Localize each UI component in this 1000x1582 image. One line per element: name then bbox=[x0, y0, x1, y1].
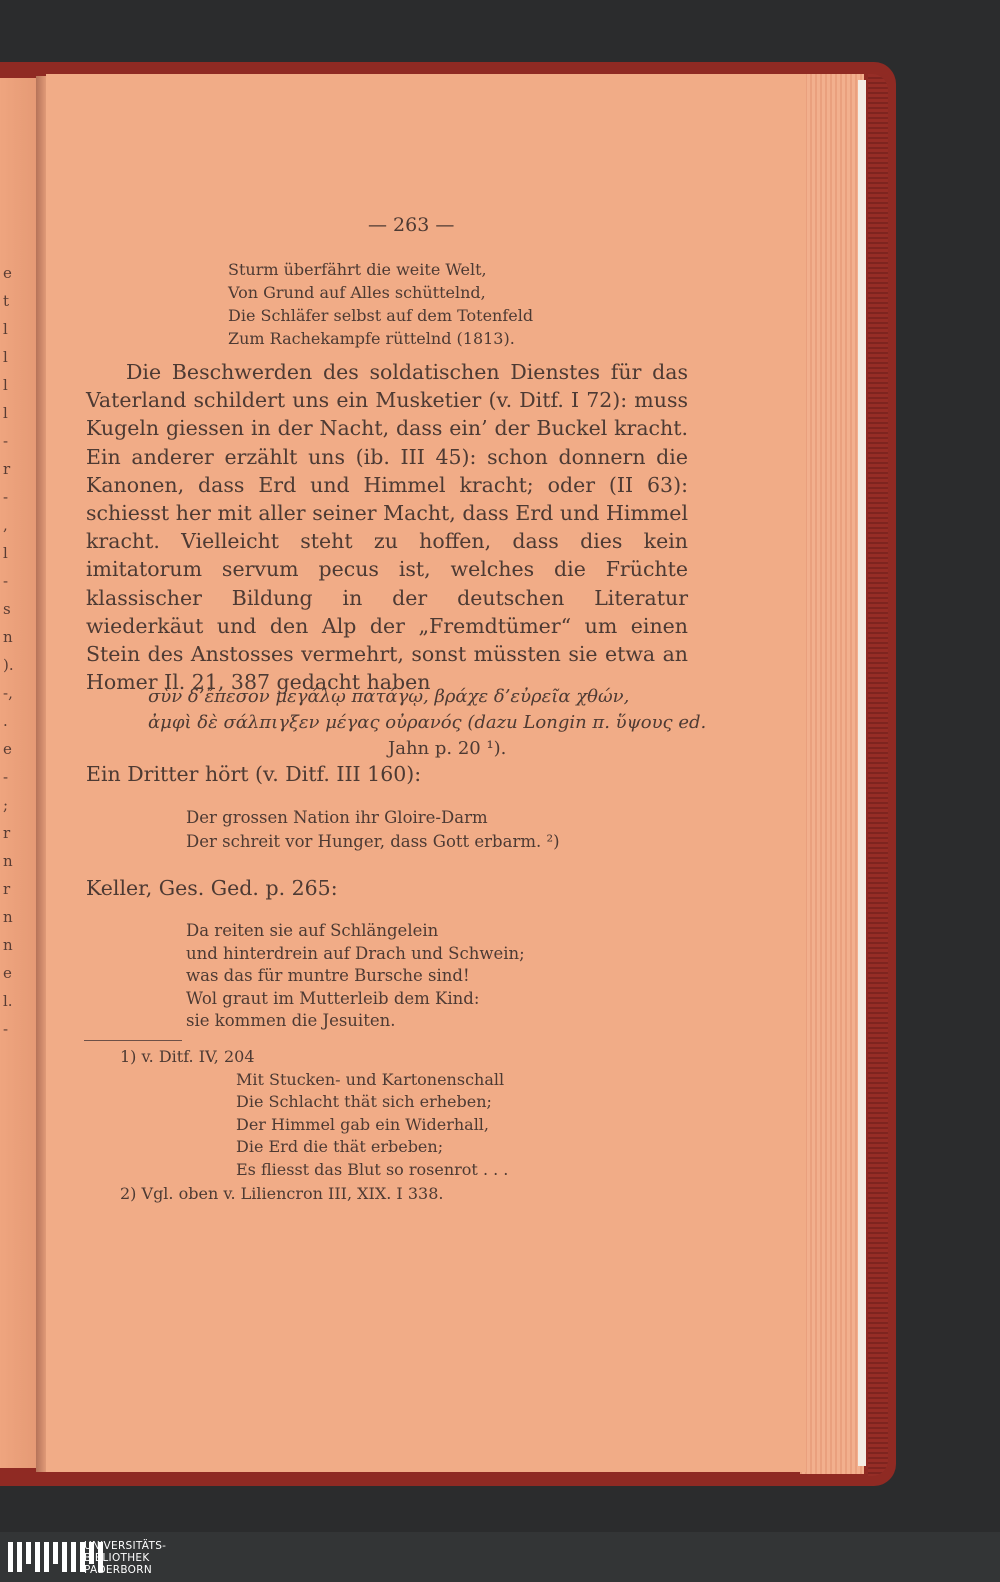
left-page-fragment-char: n bbox=[3, 908, 13, 926]
poem-stanza-1 bbox=[228, 258, 533, 350]
footnote-label: 1) v. Ditf. IV, 204 bbox=[120, 1047, 255, 1066]
left-page-fragment-char: l. bbox=[3, 992, 13, 1010]
footnote-line: Der Himmel gab ein Widerhall, bbox=[236, 1114, 490, 1134]
left-page-fragment-char: r bbox=[3, 460, 11, 478]
logo-line: UNIVERSITÄTS- bbox=[84, 1540, 167, 1552]
greek-line-reference: Jahn p. 20 ¹). bbox=[388, 738, 507, 759]
footnote-line: Die Schlacht thät sich erheben; bbox=[236, 1092, 492, 1111]
footnote-1 bbox=[120, 1046, 508, 1181]
poem-line: sie kommen die Jesuiten. bbox=[186, 1011, 396, 1030]
footnote-2: 2) Vgl. oben v. Liliencron III, XIX. I 338. bbox=[120, 1184, 444, 1203]
body-paragraph bbox=[86, 358, 688, 696]
library-footer bbox=[0, 1532, 1000, 1582]
left-page-fragment-char: n bbox=[3, 628, 13, 646]
logo-line: BIBLIOTHEK bbox=[84, 1552, 150, 1564]
left-page-fragment-char: e bbox=[3, 740, 12, 758]
book-page bbox=[46, 74, 806, 1472]
left-page-fragment-char: l bbox=[3, 544, 8, 562]
logo-line: PADERBORN bbox=[84, 1564, 152, 1576]
keller-intro: Keller, Ges. Ged. p. 265: bbox=[86, 876, 338, 900]
poem-line: und hinterdrein auf Drach und Schwein; bbox=[186, 943, 525, 963]
greek-line: ἀμφὶ δὲ σάλπιγξεν μέγας οὐρανός (dazu Longin π. ὕψους ed. bbox=[148, 712, 707, 733]
left-page-fragment-char: l bbox=[3, 320, 8, 338]
dritter-intro: Ein Dritter hört (v. Ditf. III 160): bbox=[86, 762, 422, 786]
poem-line: Die Schläfer selbst auf dem Totenfeld bbox=[228, 306, 534, 325]
left-page-fragment-char: e bbox=[3, 964, 12, 982]
library-logo-text bbox=[84, 1540, 166, 1576]
poem-line: Der grossen Nation ihr Gloire-Darm bbox=[186, 808, 488, 827]
greek-line: σὺν δ’ἔπεσον μεγάλῳ πατάγῳ, βράχε δ’εὐρεῖα χθών, bbox=[148, 686, 630, 707]
footnote-divider bbox=[84, 1040, 182, 1041]
poem-line: Da reiten sie auf Schlängelein bbox=[186, 921, 439, 940]
page-number: — 263 — bbox=[368, 214, 455, 236]
poem-line: Von Grund auf Alles schüttelnd, bbox=[228, 283, 486, 302]
poem-stanza-3 bbox=[186, 920, 525, 1033]
paragraph-text: Die Beschwerden des soldatischen Dienstes für das Vaterland schildert uns ein Musketier (v. Ditf. I 72): muss Kugeln giessen in der Nacht, dass ein’ der Buckel kracht. Ein anderer erzählt uns (ib. III 45): schon donnern die Kanonen, dass Erd und Himmel kracht; oder (II 63): schiesst her mit aller seiner Macht, dass Erd und Himmel kracht. Vielleicht steht zu hoffen, dass dies kein imitatorum servum pecus ist, welches die Früchte klassischer Bildung in der deutschen Literatur wiederkäut und den Alp der „Fremdtümer“ um einen Stein des Anstosses vermehrt, sonst müssten sie etwa an Homer Il. 21, 387 gedacht haben bbox=[86, 360, 688, 695]
left-page-fragment-char: - bbox=[3, 488, 9, 506]
left-page-fragment-char: r bbox=[3, 824, 11, 842]
left-page-fragment bbox=[0, 78, 36, 1468]
left-page-fragment-char: - bbox=[3, 1020, 9, 1038]
left-page-fragment-char: - bbox=[3, 572, 9, 590]
left-page-fragment-char: -, bbox=[3, 684, 13, 702]
left-page-fragment-char: l bbox=[3, 348, 8, 366]
poem-line: was das für muntre Bursche sind! bbox=[186, 966, 470, 985]
left-page-fragment-char: t bbox=[3, 292, 10, 310]
left-page-fragment-char: r bbox=[3, 880, 11, 898]
left-page-fragment-char: l bbox=[3, 404, 8, 422]
poem-line: Zum Rachekampfe rüttelnd (1813). bbox=[228, 329, 515, 348]
left-page-fragment-char: n bbox=[3, 852, 13, 870]
poem-line: Sturm überfährt die weite Welt, bbox=[228, 260, 487, 279]
left-page-fragment-char: n bbox=[3, 936, 13, 954]
footnote-line: Die Erd die thät erbeben; bbox=[236, 1137, 444, 1156]
footnote-line: Es fliesst das Blut so rosenrot . . . bbox=[236, 1159, 509, 1179]
left-page-fragment-char: s bbox=[3, 600, 11, 618]
left-page-fragment-char: - bbox=[3, 768, 9, 786]
footnote-line: Mit Stucken- und Kartonenschall bbox=[236, 1069, 505, 1089]
greek-quotation bbox=[148, 684, 706, 762]
left-page-fragment-char: , bbox=[3, 516, 8, 534]
left-page-fragment-char: . bbox=[3, 712, 8, 730]
page-edges bbox=[800, 74, 864, 1474]
poem-line: Wol graut im Mutterleib dem Kind: bbox=[186, 988, 480, 1008]
poem-stanza-2 bbox=[186, 806, 560, 853]
left-page-fragment-char: ; bbox=[3, 796, 9, 814]
left-page-fragment-char: l bbox=[3, 376, 8, 394]
poem-line: Der schreit vor Hunger, dass Gott erbarm. ²) bbox=[186, 831, 560, 851]
left-page-fragment-char: e bbox=[3, 264, 12, 282]
left-page-fragment-char: ). bbox=[3, 656, 14, 674]
left-page-fragment-char: - bbox=[3, 432, 9, 450]
